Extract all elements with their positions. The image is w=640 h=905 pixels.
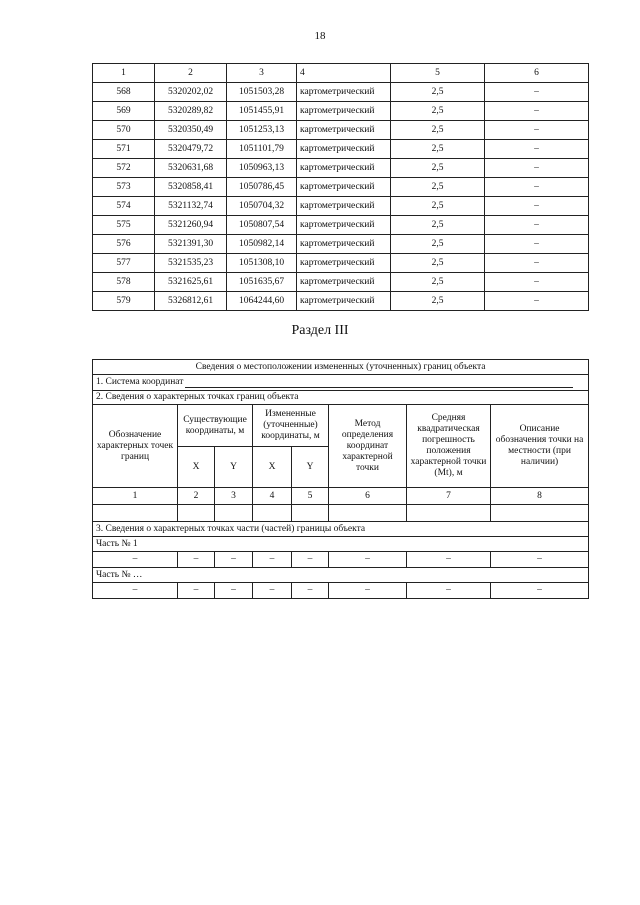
y-coordinate: 1051308,10: [227, 254, 297, 273]
dash-cell: –: [215, 583, 253, 599]
column-header: 4: [297, 64, 391, 83]
method: картометрический: [297, 102, 391, 121]
y-coordinate: 1051101,79: [227, 140, 297, 159]
method: картометрический: [297, 292, 391, 311]
part-1-label: Часть № 1: [93, 537, 589, 552]
point-number: 571: [93, 140, 155, 159]
x-coordinate: 5320858,41: [155, 178, 227, 197]
point-number: 576: [93, 235, 155, 254]
header-changed-coords: Измененные (уточненные) координаты, м: [253, 405, 329, 447]
y-coordinate: 1050963,13: [227, 159, 297, 178]
description: –: [485, 83, 589, 102]
description: –: [485, 197, 589, 216]
method: картометрический: [297, 83, 391, 102]
dash-cell: –: [178, 583, 215, 599]
x-coordinate: 5320350,49: [155, 121, 227, 140]
column-number: 7: [407, 488, 491, 505]
dash-cell: –: [329, 552, 407, 568]
table-row: [93, 102, 589, 121]
x-coordinate: 5320202,02: [155, 83, 227, 102]
description: –: [485, 216, 589, 235]
point-number: 573: [93, 178, 155, 197]
column-header: 3: [227, 64, 297, 83]
method: картометрический: [297, 273, 391, 292]
empty-cell: [292, 505, 329, 522]
dash-cell: –: [93, 552, 178, 568]
method: картометрический: [297, 178, 391, 197]
dash-cell: –: [253, 583, 292, 599]
empty-cell: [178, 505, 215, 522]
method: картометрический: [297, 235, 391, 254]
accuracy: 2,5: [391, 178, 485, 197]
y-coordinate: 1051503,28: [227, 83, 297, 102]
accuracy: 2,5: [391, 254, 485, 273]
header-accuracy: Средняя квадратическая погрешность положения характерной точки (Mt), м: [407, 405, 491, 488]
dash-cell: –: [215, 552, 253, 568]
dash-cell: –: [329, 583, 407, 599]
point-number: 569: [93, 102, 155, 121]
column-number: 1: [93, 488, 178, 505]
header-changed-y: Y: [292, 447, 329, 488]
accuracy: 2,5: [391, 216, 485, 235]
accuracy: 2,5: [391, 83, 485, 102]
dash-cell: –: [93, 583, 178, 599]
section-table-title: Сведения о местоположении измененных (уточненных) границ объекта: [93, 360, 589, 375]
char-points-label: 2. Сведения о характерных точках границ объекта: [93, 391, 589, 405]
y-coordinate: 1064244,60: [227, 292, 297, 311]
empty-cell: [329, 505, 407, 522]
point-number: 570: [93, 121, 155, 140]
points-table: [92, 63, 589, 311]
x-coordinate: 5321260,94: [155, 216, 227, 235]
accuracy: 2,5: [391, 102, 485, 121]
description: –: [485, 140, 589, 159]
header-changed-x: X: [253, 447, 292, 488]
y-coordinate: 1050786,45: [227, 178, 297, 197]
header-existing-y: Y: [215, 447, 253, 488]
x-coordinate: 5326812,61: [155, 292, 227, 311]
dash-cell: –: [407, 552, 491, 568]
point-number: 578: [93, 273, 155, 292]
header-existing-x: X: [178, 447, 215, 488]
x-coordinate: 5320631,68: [155, 159, 227, 178]
y-coordinate: 1050982,14: [227, 235, 297, 254]
column-header: 2: [155, 64, 227, 83]
part-n-row: [93, 583, 589, 599]
table-row: [93, 83, 589, 102]
header-existing-coords: Существующие координаты, м: [178, 405, 253, 447]
description: –: [485, 273, 589, 292]
accuracy: 2,5: [391, 235, 485, 254]
dash-cell: –: [292, 583, 329, 599]
accuracy: 2,5: [391, 273, 485, 292]
dash-cell: –: [407, 583, 491, 599]
column-number: 2: [178, 488, 215, 505]
y-coordinate: 1050704,32: [227, 197, 297, 216]
x-coordinate: 5320479,72: [155, 140, 227, 159]
point-number: 574: [93, 197, 155, 216]
points-table-body: [93, 64, 589, 311]
point-number: 577: [93, 254, 155, 273]
description: –: [485, 121, 589, 140]
x-coordinate: 5321535,23: [155, 254, 227, 273]
table-row: [93, 254, 589, 273]
method: картометрический: [297, 216, 391, 235]
column-number: 5: [292, 488, 329, 505]
x-coordinate: 5320289,82: [155, 102, 227, 121]
table-row: [93, 197, 589, 216]
page-number: 18: [314, 30, 326, 42]
table-row: [93, 235, 589, 254]
y-coordinate: 1051455,91: [227, 102, 297, 121]
table-row: [93, 292, 589, 311]
column-number: 4: [253, 488, 292, 505]
description: –: [485, 292, 589, 311]
method: картометрический: [297, 197, 391, 216]
column-number: 3: [215, 488, 253, 505]
header-row: [93, 64, 589, 83]
accuracy: 2,5: [391, 292, 485, 311]
column-number: 6: [329, 488, 407, 505]
method: картометрический: [297, 140, 391, 159]
part-1-row: [93, 552, 589, 568]
empty-cell: [253, 505, 292, 522]
description: –: [485, 235, 589, 254]
dash-cell: –: [292, 552, 329, 568]
table-row: [93, 178, 589, 197]
x-coordinate: 5321132,74: [155, 197, 227, 216]
point-number: 568: [93, 83, 155, 102]
coord-system-row: [93, 375, 589, 391]
accuracy: 2,5: [391, 121, 485, 140]
method: картометрический: [297, 121, 391, 140]
x-coordinate: 5321391,30: [155, 235, 227, 254]
column-header: 6: [485, 64, 589, 83]
y-coordinate: 1051635,67: [227, 273, 297, 292]
dash-cell: –: [491, 552, 589, 568]
part-n-label: Часть № …: [93, 568, 589, 583]
column-numbers-row: [93, 488, 589, 505]
point-number: 572: [93, 159, 155, 178]
empty-cell: [215, 505, 253, 522]
column-header: 5: [391, 64, 485, 83]
section-3-table: [92, 359, 589, 599]
y-coordinate: 1051253,13: [227, 121, 297, 140]
parts-label: 3. Сведения о характерных точках части (частей) границы объекта: [93, 522, 589, 537]
table-row: [93, 140, 589, 159]
description: –: [485, 159, 589, 178]
accuracy: 2,5: [391, 197, 485, 216]
empty-row: [93, 505, 589, 522]
column-header: 1: [93, 64, 155, 83]
accuracy: 2,5: [391, 159, 485, 178]
point-number: 575: [93, 216, 155, 235]
section-title: Раздел III: [291, 323, 349, 338]
coord-system-label: 1. Система координат: [96, 377, 184, 387]
empty-cell: [407, 505, 491, 522]
header-designation: Обозначение характерных точек границ: [93, 405, 178, 488]
accuracy: 2,5: [391, 140, 485, 159]
x-coordinate: 5321625,61: [155, 273, 227, 292]
description: –: [485, 254, 589, 273]
point-number: 579: [93, 292, 155, 311]
header-description: Описание обозначения точки на местности (при наличии): [491, 405, 589, 488]
coord-system-fill-line: [185, 378, 573, 388]
dash-cell: –: [253, 552, 292, 568]
method: картометрический: [297, 254, 391, 273]
header-method: Метод определения координат характерной точки: [329, 405, 407, 488]
dash-cell: –: [178, 552, 215, 568]
table-row: [93, 273, 589, 292]
table-row: [93, 121, 589, 140]
dash-cell: –: [491, 583, 589, 599]
description: –: [485, 178, 589, 197]
method: картометрический: [297, 159, 391, 178]
empty-cell: [491, 505, 589, 522]
column-number: 8: [491, 488, 589, 505]
table-row: [93, 159, 589, 178]
table-row: [93, 216, 589, 235]
description: –: [485, 102, 589, 121]
y-coordinate: 1050807,54: [227, 216, 297, 235]
empty-cell: [93, 505, 178, 522]
